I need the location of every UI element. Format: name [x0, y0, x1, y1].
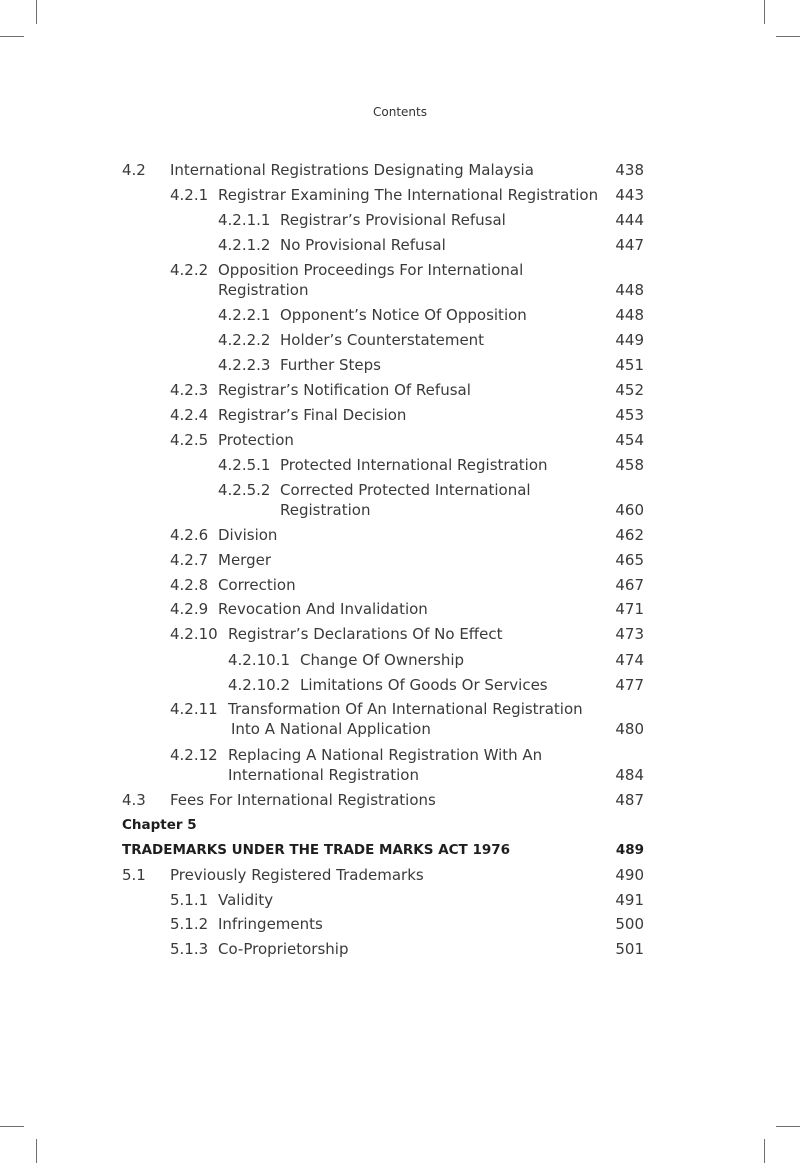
toc-number: 4.2.2.3 [218, 356, 271, 374]
toc-number: 4.2.5 [170, 431, 209, 449]
toc-title: Holder’s Counterstatement [280, 331, 485, 349]
toc-page: 467 [615, 576, 644, 594]
toc-page: 471 [615, 600, 644, 618]
toc-page: 473 [615, 625, 644, 643]
toc-number: 4.2.11 [170, 700, 218, 718]
toc-number: 4.2.2 [170, 261, 209, 279]
toc-title: Corrected Protected International [280, 481, 531, 499]
toc-title: Protection [218, 431, 294, 449]
toc-page: 462 [615, 526, 644, 544]
toc-page: 443 [615, 186, 644, 204]
toc-page: 453 [615, 406, 644, 424]
toc-page: 484 [615, 766, 644, 784]
toc-number: 4.2.1 [170, 186, 209, 204]
toc-number: 4.3 [122, 791, 146, 809]
toc-page: 489 [615, 842, 644, 858]
toc-number: 4.2.9 [170, 600, 209, 618]
toc-number: 4.2.2.1 [218, 306, 271, 324]
toc-title: Opposition Proceedings For International [218, 261, 524, 279]
toc-title: Fees For International Registrations [170, 791, 436, 809]
toc-entry[interactable] [0, 745, 800, 785]
toc-page: 474 [615, 651, 644, 669]
toc-number: 4.2.5.2 [218, 481, 271, 499]
toc-page: 447 [615, 236, 644, 254]
chapter-number: Chapter 5 [122, 817, 197, 833]
toc-page: 458 [615, 456, 644, 474]
toc-number: 4.2.12 [170, 746, 218, 764]
toc-page: 451 [615, 356, 644, 374]
toc-title: Opponent’s Notice Of Opposition [280, 306, 527, 324]
toc-number: 4.2.10.1 [228, 651, 291, 669]
toc-page: 500 [615, 915, 644, 933]
chapter-entry[interactable] [122, 840, 510, 860]
toc-number: 4.2.2.2 [218, 331, 271, 349]
toc-title: Previously Registered Trademarks [170, 866, 424, 884]
toc-number: 4.2.10 [170, 625, 218, 643]
running-header: Contents [373, 105, 427, 119]
toc-number: 4.2.10.2 [228, 676, 291, 694]
toc-number: 5.1.3 [170, 940, 209, 958]
chapter-label [122, 815, 197, 835]
toc-page: 438 [615, 161, 644, 179]
toc-page: 501 [615, 940, 644, 958]
toc-title: Infringements [218, 915, 323, 933]
toc-title: Change Of Ownership [300, 651, 465, 669]
toc-title: No Provisional Refusal [280, 236, 446, 254]
toc-number: 4.2.5.1 [218, 456, 271, 474]
toc-title: Registrar’s Declarations Of No Effect [228, 625, 503, 643]
toc-number: 5.1 [122, 866, 146, 884]
toc-title: Registrar’s Final Decision [218, 406, 407, 424]
toc-number: 5.1.2 [170, 915, 209, 933]
toc-number: 4.2.1.2 [218, 236, 271, 254]
toc-title: Limitations Of Goods Or Services [300, 676, 548, 694]
toc-page: 448 [615, 281, 644, 299]
toc-title: International Registrations Designating Malaysia [170, 161, 534, 179]
toc-number: 4.2.4 [170, 406, 209, 424]
toc-title: Registrar Examining The International Registration [218, 186, 599, 204]
toc-title-continued: Registration [218, 281, 309, 299]
toc-title: Correction [218, 576, 296, 594]
chapter-title: TRADEMARKS UNDER THE TRADE MARKS ACT 1976 [122, 842, 511, 858]
toc-title-continued: Registration [280, 501, 371, 519]
toc-entry[interactable] [0, 480, 800, 520]
toc-page: 452 [615, 381, 644, 399]
toc-title: Registrar’s Notification Of Refusal [218, 381, 471, 399]
toc-entry[interactable] [0, 260, 800, 300]
toc-number: 4.2.7 [170, 551, 209, 569]
toc-entry[interactable] [0, 699, 800, 739]
toc-number: 5.1.1 [170, 891, 209, 909]
toc-title: Co-Proprietorship [218, 940, 349, 958]
toc-number: 4.2 [122, 161, 146, 179]
toc-page: 448 [615, 306, 644, 324]
toc-page: 444 [615, 211, 644, 229]
toc-number: 4.2.6 [170, 526, 209, 544]
toc-number: 4.2.3 [170, 381, 209, 399]
toc-title: Protected International Registration [280, 456, 548, 474]
toc-title: Registrar’s Provisional Refusal [280, 211, 506, 229]
toc-page: 477 [615, 676, 644, 694]
toc-page: 487 [615, 791, 644, 809]
toc-page: 480 [615, 720, 644, 738]
toc-page: 449 [615, 331, 644, 349]
toc-title: Validity [218, 891, 274, 909]
toc-title-continued: Into A National Application [231, 720, 431, 738]
toc-title: Division [218, 526, 278, 544]
toc-page: 454 [615, 431, 644, 449]
toc-title-continued: International Registration [228, 766, 419, 784]
toc-number: 4.2.1.1 [218, 211, 271, 229]
toc-title: Revocation And Invalidation [218, 600, 428, 618]
toc-title: Merger [218, 551, 271, 569]
toc-page: 465 [615, 551, 644, 569]
toc-number: 4.2.8 [170, 576, 209, 594]
toc-page: 491 [615, 891, 644, 909]
toc-title: Further Steps [280, 356, 382, 374]
toc-title: Transformation Of An International Registration [228, 700, 583, 718]
toc-title: Replacing A National Registration With An [228, 746, 543, 764]
toc-page: 490 [615, 866, 644, 884]
toc-page: 460 [615, 501, 644, 519]
